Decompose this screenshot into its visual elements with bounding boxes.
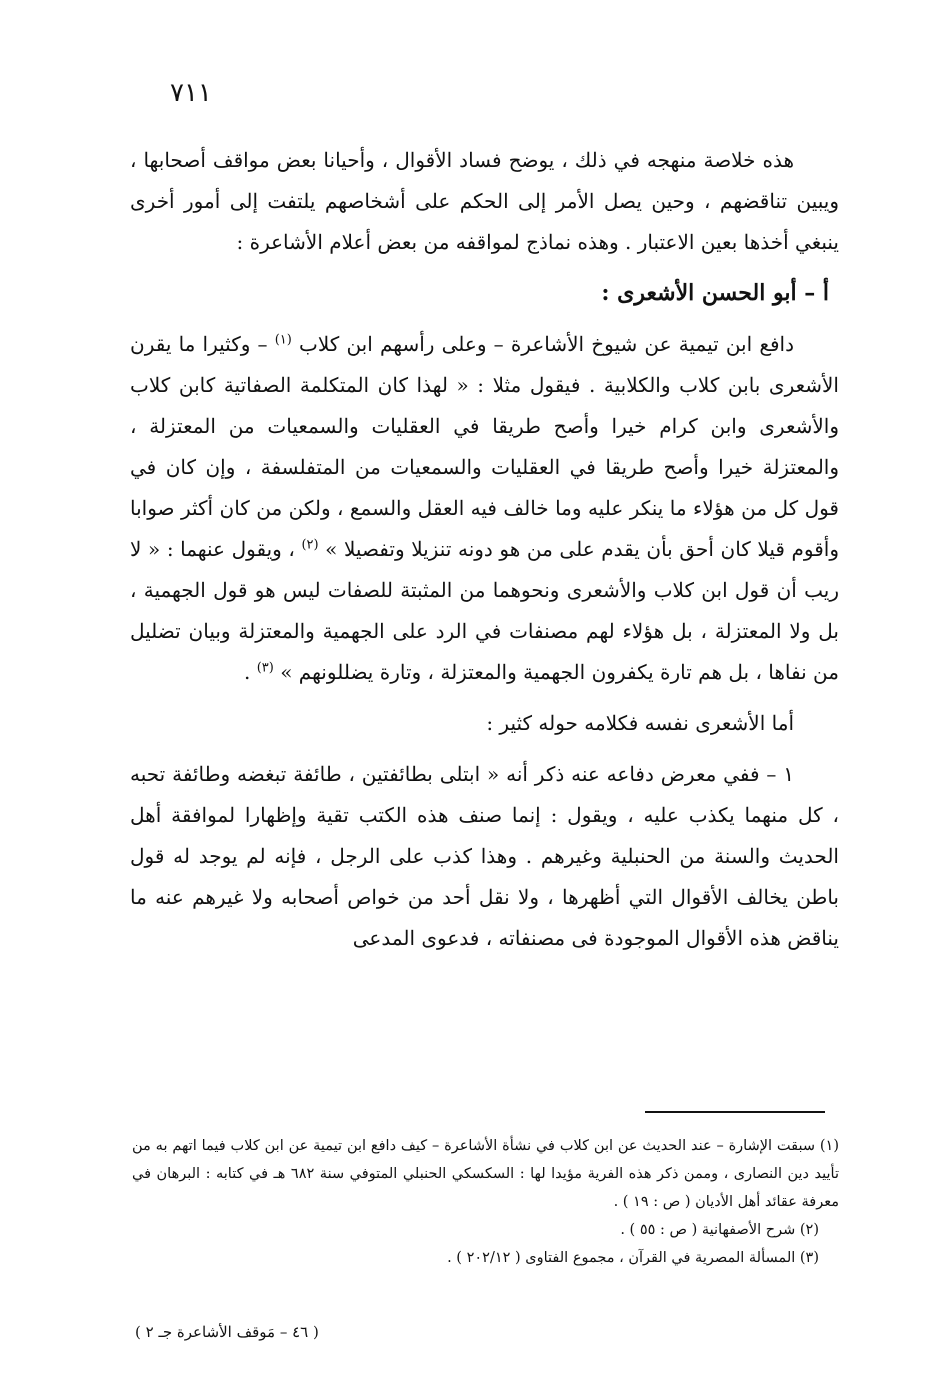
intro-paragraph: هذه خلاصة منهجه في ذلك ، يوضح فساد الأقوال ، وأحيانا بعض مواقف أصحابها ، ويبين تناقضهم ، وحين يصل الأمر إلى الحكم على أشخاصهم يلتفت إلى أمور أخرى ينبغي أخذها بعين الاعتبار . وهذه نماذج لمواقفه من بعض أعلام الأشاعرة : bbox=[130, 148, 839, 254]
paragraph-3: ١ – ففي معرض دفاعه عنه ذكر أنه « ابتلى بطائفتين ، طائفة تبغضه وطائفة تحبه ، كل منهما يكذب عليه ، ويقول : إنما صنف هذه الكتب تقية وإظهارا لموافقة أهل الحديث والسنة من الحنبلية وغيرهم . وهذا كذب على الرجل ، فإنه لم يوجد له قول باطن يخالف الأقوال التي أظهرها ، ولا نقل أحد من خواص أصحابه ولا غيرهم عنه ما يناقض هذه الأقوال الموجودة فى مصنفاته ، فدعوى المدعى bbox=[130, 762, 839, 950]
footnote-divider bbox=[645, 1111, 825, 1113]
paragraph-1 bbox=[130, 324, 839, 693]
footnote-ref-3: (٣) bbox=[256, 660, 274, 676]
footnote-ref-1: (١) bbox=[274, 332, 292, 348]
page-number: ٧١١ bbox=[170, 78, 212, 108]
section-heading: أ – أبو الحسن الأشعرى : bbox=[601, 280, 829, 306]
footnote-3: (٣) المسألة المصرية في القرآن ، مجموع الفتاوى ( ٢٠٢/١٢ ) . bbox=[447, 1250, 819, 1266]
footnote-2: (٢) شرح الأصفهانية ( ص : ٥٥ ) . bbox=[620, 1222, 819, 1238]
paragraph-1-part-c: ، ويقول عنهما : « لا ريب أن قول ابن كلاب والأشعرى ونحوهما من المثبتة للصفات ليس هو قول الجهمية ، بل ولا المعتزلة ، بل هؤلاء لهم مصنفات في الرد على الجهمية والمعتزلة وبيان تضليل من نفاها ، بل هم تارة يكفرون الجهمية والمعتزلة ، وتارة يضللونهم » bbox=[130, 537, 839, 684]
paragraph-1-part-b: – وكثيرا ما يقرن الأشعرى بابن كلاب والكلابية . فيقول مثلا : « لهذا كان المتكلمة الصفاتية كابن كلاب والأشعرى وابن كرام خيرا وأصح طريقا في العقليات والسمعيات من المعتزلة ، والمعتزلة خيرا وأصح طريقا في العقليات والسمعيات من المتفلسفة ، وإن كان في قول كل من هؤلاء ما ينكر عليه وما خالف فيه العقل والسمع ، ولكن من كان أكثر صوابا وأقوم قيلا كان أحق بأن يقدم على من هو دونه تنزيلا وتفصيلا » bbox=[130, 332, 840, 561]
signature-mark: ( ٤٦ – مَوقف الأشاعرة جـ ٢ ) bbox=[135, 1323, 319, 1341]
footnotes bbox=[132, 1132, 839, 1272]
footnote-ref-2: (٢) bbox=[301, 537, 319, 553]
paragraph-1-part-d: . bbox=[243, 660, 251, 684]
footnote-1: (١) سبقت الإشارة – عند الحديث عن ابن كلاب في نشأة الأشاعرة – كيف دافع ابن تيمية عن ابن كلاب فيما اتهم به من تأييد دين النصارى ، وممن ذكر هذه الفرية مؤيدا لها : السكسكي الحنبلي المتوفي سنة ٦٨٢ هـ في كتابه : البرهان في معرفة عقائد أهل الأديان ( ص : ١٩ ) . bbox=[132, 1138, 839, 1210]
main-text bbox=[130, 140, 839, 959]
paragraph-1-part-a: دافع ابن تيمية عن شيوخ الأشاعرة – وعلى رأسهم ابن كلاب bbox=[299, 332, 795, 356]
paragraph-2: أما الأشعرى نفسه فكلامه حوله كثير : bbox=[486, 711, 794, 735]
